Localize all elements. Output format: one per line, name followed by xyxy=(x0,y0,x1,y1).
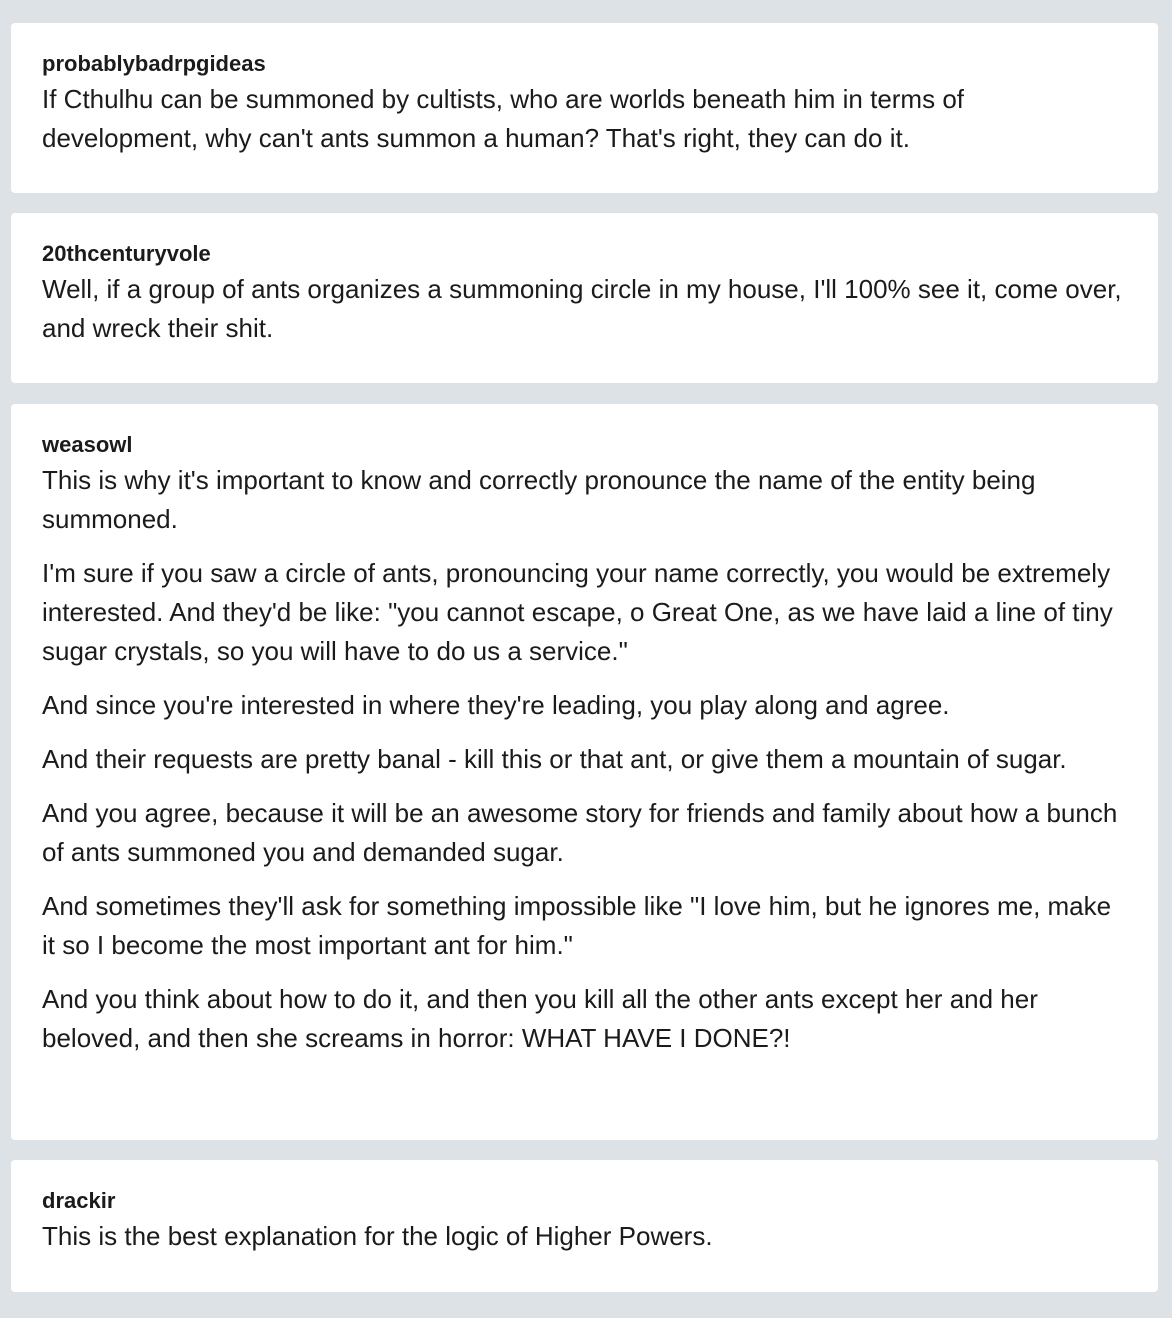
post-paragraph: And you agree, because it will be an awesome story for friends and family about how a bunch of ants summoned you and demanded sugar. xyxy=(42,798,1118,867)
username-link[interactable]: drackir xyxy=(42,1188,116,1213)
post-body xyxy=(42,80,1127,158)
post-paragraph: This is why it's important to know and correctly pronounce the name of the entity being summoned. xyxy=(42,465,1036,534)
username-link[interactable]: 20thcenturyvole xyxy=(42,241,211,266)
username-link[interactable]: probablybadrpgideas xyxy=(42,51,266,76)
post-paragraph: This is the best explanation for the logic of Higher Powers. xyxy=(42,1221,713,1251)
post-paragraph: Well, if a group of ants organizes a summoning circle in my house, I'll 100% see it, come over, and wreck their shit. xyxy=(42,274,1122,343)
post-body xyxy=(42,270,1127,348)
post-body xyxy=(42,461,1127,1058)
post-paragraph: And their requests are pretty banal - kill this or that ant, or give them a mountain of sugar. xyxy=(42,744,1067,774)
post-paragraph: I'm sure if you saw a circle of ants, pronouncing your name correctly, you would be extremely interested. And they'd be like: "you cannot escape, o Great One, as we have laid a line of tiny sugar crystals, so you will have to do us a service." xyxy=(42,558,1113,666)
username-link[interactable]: weasowl xyxy=(42,432,133,457)
post-body xyxy=(42,1217,1127,1256)
post-card xyxy=(11,1160,1158,1292)
post-paragraph: And since you're interested in where they're leading, you play along and agree. xyxy=(42,690,950,720)
post-paragraph: If Cthulhu can be summoned by cultists, who are worlds beneath him in terms of development, why can't ants summon a human? That's right, they can do it. xyxy=(42,84,964,153)
post-card xyxy=(11,213,1158,383)
post-card xyxy=(11,404,1158,1140)
post-paragraph: And sometimes they'll ask for something impossible like "I love him, but he ignores me, make it so I become the most important ant for him." xyxy=(42,891,1112,960)
post-card xyxy=(11,23,1158,193)
post-paragraph: And you think about how to do it, and then you kill all the other ants except her and her beloved, and then she screams in horror: WHAT HAVE I DONE?! xyxy=(42,984,1038,1053)
